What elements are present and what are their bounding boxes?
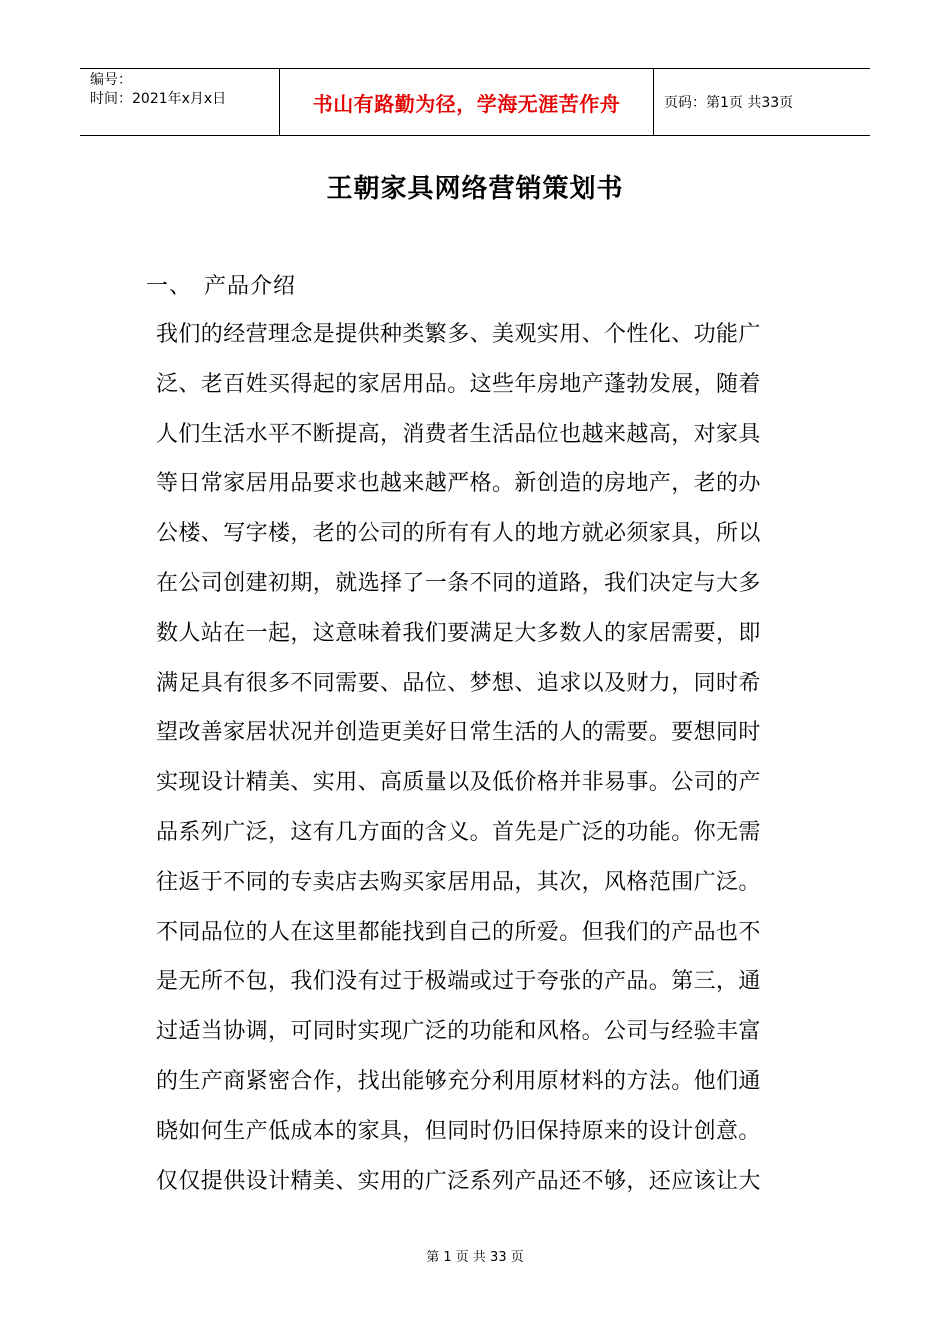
body-line: 在公司创建初期，就选择了一条不同的道路，我们决定与大多 [156, 570, 761, 596]
body-line: 等日常家居用品要求也越来越严格。新创造的房地产，老的办 [156, 471, 761, 497]
body-line: 的生产商紧密合作，找出能够充分利用原材料的方法。他们通 [156, 1068, 761, 1094]
body-line: 往返于不同的专卖店去购买家居用品，其次，风格范围广泛。 [156, 869, 761, 895]
body-line: 是无所不包，我们没有过于极端或过于夸张的产品。第三，通 [156, 969, 761, 995]
body-line: 我们的经营理念是提供种类繁多、美观实用、个性化、功能广 [156, 322, 761, 347]
body-line: 公楼、写字楼，老的公司的所有有人的地方就必须家具，所以 [156, 521, 761, 547]
section-title: 产品介绍 [204, 274, 297, 299]
body-line: 数人站在一起，这意味着我们要满足大多数人的家居需要，即 [156, 620, 761, 646]
body-line: 仅仅提供设计精美、实用的广泛系列产品还不够，还应该让大 [156, 1168, 761, 1194]
header-page-info: 页码：第1页 共33页 [664, 95, 794, 111]
page-footer: 第 1 页 共 33 页 [426, 1250, 524, 1265]
body-line: 满足具有很多不同需要、品位、梦想、追求以及财力，同时希 [156, 670, 761, 696]
body-line: 望改善家居状况并创造更美好日常生活的人的需要。要想同时 [156, 720, 761, 746]
body-line: 品系列广泛，这有几方面的含义。首先是广泛的功能。你无需 [156, 819, 761, 845]
body-line: 实现设计精美、实用、高质量以及低价格并非易事。公司的产 [156, 770, 761, 796]
body-line: 泛、老百姓买得起的家居用品。这些年房地产蓬勃发展，随着 [156, 371, 761, 397]
page-header [80, 68, 870, 136]
section-heading [146, 269, 296, 300]
body-line: 人们生活水平不断提高，消费者生活品位也越来越高，对家具 [156, 421, 761, 447]
body-line: 过适当协调，可同时实现广泛的功能和风格。公司与经验丰富 [156, 1019, 761, 1045]
header-motto: 书山有路勤为径，学海无涯苦作舟 [280, 69, 654, 135]
body-text [156, 310, 816, 1206]
body-line: 不同品位的人在这里都能找到自己的所爱。但我们的产品也不 [156, 919, 761, 945]
body-line: 晓如何生产低成本的家具，但同时仍旧保持原来的设计创意。 [156, 1118, 761, 1144]
document-number-label: 编号： [90, 72, 132, 88]
section-number: 一、 [146, 274, 193, 299]
document-date-label: 时间：2021年x月x日 [90, 91, 227, 107]
document-title: 王朝家具网络营销策划书 [326, 174, 624, 204]
header-meta [80, 69, 280, 135]
